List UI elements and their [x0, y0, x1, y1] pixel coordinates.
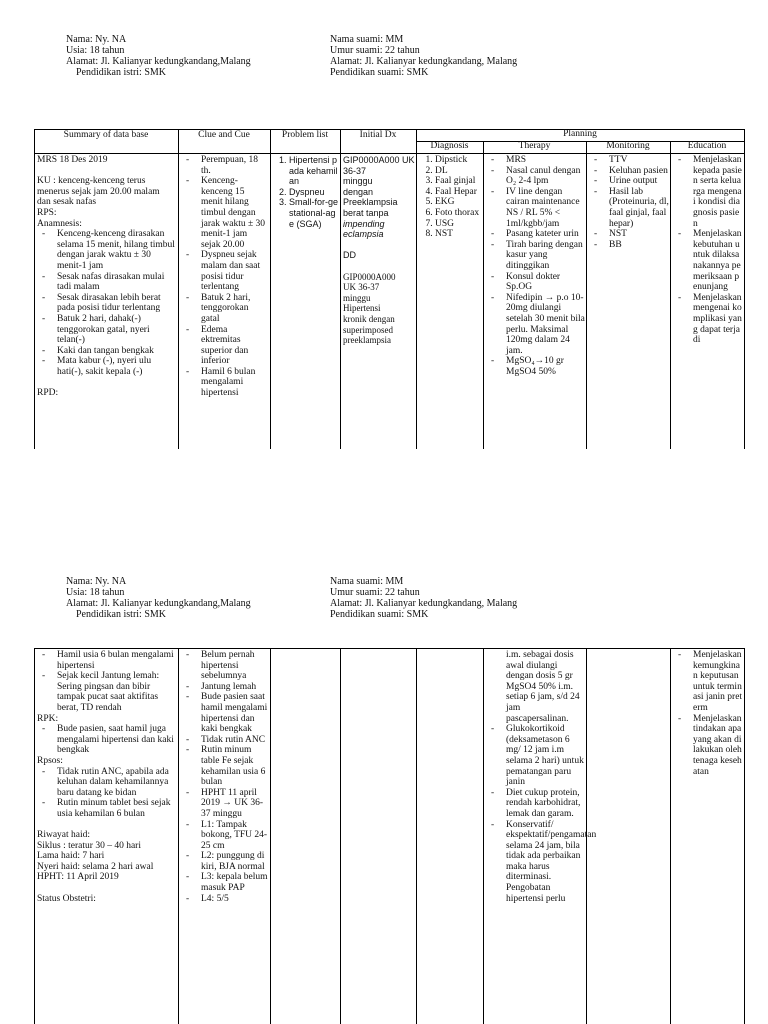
list-item: - Perempuan, 18 th.: [201, 155, 268, 176]
husband-education: Pendidikan suami: SMK: [330, 67, 429, 78]
list-item: 8. NST: [435, 229, 482, 240]
list-item: - Edema ektremitas superior dan inferior: [201, 325, 268, 367]
therapy-cell-1: [486, 155, 585, 448]
therapy-continuation: i.m. sebagai dosis awal diulangi dengan dosis 5 gr MgSO4 50% i.m. setiap 6 jam, s/d 24 jam pascapersalinan.: [506, 650, 580, 724]
list-item: 7. USG: [435, 219, 482, 230]
list-item: 3. Small-for-gestational-age (SGA): [289, 197, 339, 229]
list-item: - Batuk 2 hari, dahak(-) tenggorokan gatal, nyeri telan(-): [57, 314, 175, 346]
haid-line: Lama haid: 7 hari: [37, 851, 105, 862]
list-item: - Tidak rutin ANC, apabila ada keluhan dalam kehamilannya baru datang ke bidan: [57, 767, 175, 799]
list-item: - L4: 5/5: [201, 894, 268, 905]
haid-line: Nyeri haid: selama 2 hari awal: [37, 861, 154, 872]
rps-label: RPS:: [37, 207, 57, 218]
dd-line: kronik dengan: [343, 313, 395, 324]
patient-header-left-1: [66, 34, 251, 78]
list-item: - TTV: [609, 155, 669, 166]
rpk-label: RPK:: [37, 713, 59, 724]
list-item: - Menjelaskan tindakan apa yang akan dilakukan oleh tenaga kesehatan: [693, 714, 743, 778]
list-item: - L1: Tampak bokong, TFU 24-25 cm: [201, 820, 268, 852]
list-item: - Hamil usia 6 bulan mengalami hipertensi: [57, 650, 175, 671]
patient-address: Alamat: Jl. Kalianyar kedungkandang,Malang: [66, 56, 251, 67]
mrs-date: MRS 18 Des 2019: [37, 155, 108, 165]
list-item: 3. Faal ginjal: [435, 176, 482, 187]
list-item: - Nasal canul dengan O₂ 2-4 lpm: [506, 166, 585, 187]
list-item: - HPHT 11 april 2019 → UK 36-37 minggu: [201, 788, 268, 820]
list-item: - Kaki dan tangan bengkak: [57, 346, 175, 357]
list-item: 5. EKG: [435, 197, 482, 208]
list-item: 6. Foto thorax: [435, 208, 482, 219]
husband-education: Pendidikan suami: SMK: [330, 609, 429, 620]
dd-line: GIP0000A000: [343, 271, 396, 282]
list-item: - Glukokortikoid (deksametason 6 mg/ 12 jam i.m selama 2 hari) untuk pematangan paru janin: [506, 724, 585, 788]
list-item: 1. Hipertensi pada kehamilan: [289, 155, 339, 187]
rpd-label: RPD:: [37, 388, 59, 399]
initial-dx-line: Preeklampsia: [343, 197, 398, 208]
patient-name: Nama: Ny. NA: [66, 34, 127, 45]
husband-address: Alamat: Jl. Kalianyar kedungkandang, Malang: [330, 56, 518, 67]
list-item: - Urine output: [609, 176, 669, 187]
dd-line: Hipertensi: [343, 303, 381, 314]
list-item: - Kenceng-kenceng dirasakan selama 15 menit, hilang timbul dengan jarak waktu ± 30 menit-1 jam: [57, 229, 175, 271]
list-item: - Nifedipin → p.o 10-20mg diulangi setelah 30 menit bila perlu. Maksimal 120mg dalam 24 jam.: [506, 293, 585, 357]
initial-dx-line: dengan: [343, 186, 374, 197]
list-item: - IV line dengan cairan maintenance NS / RL 5% < 1ml/kgbb/jam: [506, 187, 585, 229]
education-cell-1: [673, 155, 743, 448]
list-item: 1. Dipstick: [435, 155, 482, 166]
rpsos-label: Rpsos:: [37, 755, 63, 766]
header-diagnosis: Diagnosis: [430, 141, 469, 151]
header-planning: Planning: [563, 129, 597, 139]
list-item: - Keluhan pasien: [609, 166, 669, 177]
monitoring-cell: [589, 155, 669, 448]
list-item: - Hasil lab (Proteinuria, dl, faal ginjal, faal hepar): [609, 187, 669, 229]
initial-dx-italic: impending eclampsia: [343, 218, 385, 240]
list-item: - Hamil 6 bulan mengalami hipertensi: [201, 367, 268, 399]
patient-address: Alamat: Jl. Kalianyar kedungkandang,Malang: [66, 598, 251, 609]
summary-cell-1: [37, 155, 175, 448]
list-item: - Bude pasien saat hamil mengalami hipertensi dan kaki bengkak: [201, 692, 268, 734]
husband-address: Alamat: Jl. Kalianyar kedungkandang, Malang: [330, 598, 518, 609]
list-item: - Pasang kateter urin: [506, 229, 585, 240]
list-item: - Rutin minum table Fe sejak kehamilan usia 6 bulan: [201, 745, 268, 787]
haid-line: HPHT: 11 April 2019: [37, 872, 119, 883]
husband-header-right-1: [330, 34, 517, 78]
diagnosis-cell: [418, 155, 482, 448]
list-item: - Kenceng-kenceng 15 menit hilang timbul dengan jarak waktu ± 30 menit-1 jam sejak 20.00: [201, 176, 268, 250]
list-item: - Diet cukup protein, rendah karbohidrat, lemak dan garam.: [506, 788, 585, 820]
husband-age: Umur suami: 22 tahun: [330, 587, 420, 598]
initial-dx-line: berat tanpa: [343, 207, 389, 218]
patient-education: Pendidikan istri: SMK: [76, 609, 167, 620]
patient-name: Nama: Ny. NA: [66, 576, 127, 587]
list-item: - Konservatif/ ekspektatif/pengamatan selama 24 jam, bila tidak ada perbaikan maka harus diterminasi. Pengobatan hipertensi perlu: [506, 820, 585, 905]
cue-cell-1: [181, 155, 268, 448]
chief-complaint: KU : kenceng-kenceng terus menerus sejak jam 20.00 malam dan sesak nafas: [37, 176, 160, 208]
list-item: - MgSO₄→10 gr MgSO4 50%: [506, 356, 585, 377]
list-item: - Batuk 2 hari, tenggorokan gatal: [201, 293, 268, 325]
therapy-cell-2: [486, 650, 597, 1024]
list-item: - Menjelaskan kepada pasien serta keluarga mengenai kondisi diagnosis pasien: [693, 155, 743, 229]
list-item: - Rutin minum tablet besi sejak usia kehamilan 6 bulan: [57, 798, 175, 819]
patient-age: Usia: 18 tahun: [66, 587, 125, 598]
list-item: - MRS: [506, 155, 585, 166]
summary-cell-2: [37, 650, 175, 1024]
list-item: - Belum pernah hipertensi sebelumnya: [201, 650, 268, 682]
list-item: - L2: punggung di kiri, BJA normal: [201, 851, 268, 872]
list-item: - Menjelaskan kebutuhan untuk dilaksanakannya pemeriksaan penunjang: [693, 229, 743, 293]
problem-list-cell: [272, 155, 339, 448]
list-item: - Sesak dirasakan lebih berat pada posisi tidur terlentang: [57, 293, 175, 314]
dd-line: minggu: [343, 292, 371, 303]
haid-line: Riwayat haid:: [37, 830, 91, 841]
list-item: - Sesak nafas dirasakan mulai tadi malam: [57, 272, 175, 293]
list-item: - Dyspneu sejak malam dan saat posisi tidur terlentang: [201, 250, 268, 292]
list-item: - Sejak kecil Jantung lemah: Sering pingsan dan bibir tampak pucat saat aktifitas berat, TD rendah: [57, 671, 175, 713]
dd-line: superimposed: [343, 324, 393, 335]
header-initial-dx: Initial Dx: [359, 130, 397, 140]
patient-age: Usia: 18 tahun: [66, 45, 125, 56]
dd-line: preeklampsia: [343, 335, 391, 346]
initial-dx-cell: [343, 155, 415, 448]
dd-line: UK 36-37: [343, 282, 380, 293]
patient-header-left-2: [66, 576, 251, 620]
husband-age: Umur suami: 22 tahun: [330, 45, 420, 56]
initial-dx-line: minggu: [343, 176, 373, 187]
patient-education: Pendidikan istri: SMK: [76, 67, 167, 78]
header-monitoring: Monitoring: [606, 141, 650, 151]
list-item: - Jantung lemah: [201, 682, 268, 693]
header-summary: Summary of data base: [63, 130, 149, 140]
haid-line: Siklus : teratur 30 – 40 hari: [37, 840, 141, 851]
list-item: - Menjelaskan mengenai komplikasi yang dapat terjadi: [693, 293, 743, 346]
husband-header-right-2: [330, 576, 517, 620]
dd-label: DD: [343, 250, 356, 261]
list-item: - Konsul dokter Sp.OG: [506, 272, 585, 293]
header-problem-list: Problem list: [281, 130, 329, 140]
list-item: - Menjelaskan kemungkinan keputusan untuk terminasi janin preterm: [693, 650, 743, 714]
initial-dx-line: GIP0000A000 UK 36-37: [343, 155, 415, 176]
husband-name: Nama suami: MM: [330, 576, 404, 587]
header-education: Education: [687, 141, 727, 151]
list-item: 2. DL: [435, 166, 482, 177]
list-item: - NST: [609, 229, 669, 240]
list-item: - Tidak rutin ANC: [201, 735, 268, 746]
status-obstetri-label: Status Obstetri:: [37, 893, 96, 904]
header-therapy: Therapy: [518, 141, 551, 151]
list-item: - Bude pasien, saat hamil juga mengalami hipertensi dan kaki bengkak: [57, 724, 175, 756]
list-item: - L3: kepala belum masuk PAP: [201, 872, 268, 893]
education-cell-2: [673, 650, 743, 1024]
anamnesis-label: Anamnesis:: [37, 218, 82, 229]
list-item: - Tirah baring dengan kasur yang ditinggikan: [506, 240, 585, 272]
cue-cell-2: [181, 650, 268, 1024]
list-item: - Mata kabur (-), nyeri ulu hati(-), sakit kepala (-): [57, 356, 175, 377]
husband-name: Nama suami: MM: [330, 34, 404, 45]
list-item: 2. Dyspneu: [289, 187, 339, 198]
header-clue-cue: Clue and Cue: [198, 130, 250, 140]
list-item: - BB: [609, 240, 669, 251]
list-item: 4. Faal Hepar: [435, 187, 482, 198]
